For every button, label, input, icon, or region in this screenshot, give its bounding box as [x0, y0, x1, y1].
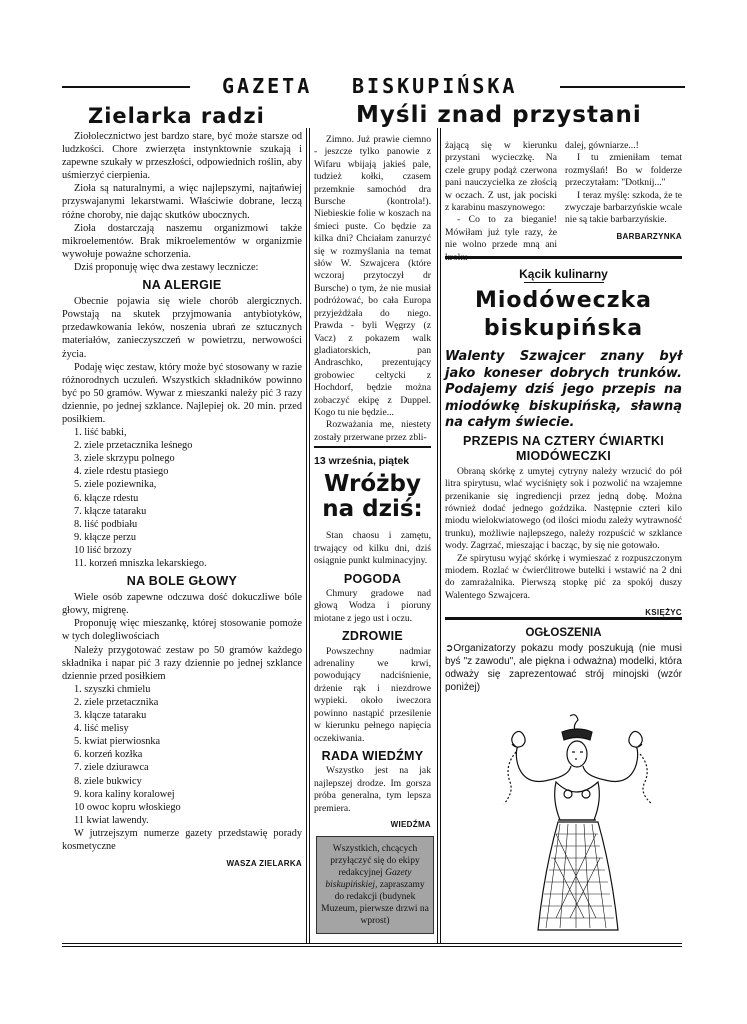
list-item: 6. korzeń kozłka [74, 749, 143, 761]
recruitment-text-2: zapraszamy do redakcji (budynek Muzeum, pierwsze drzwi na wprost) [321, 880, 429, 926]
zielarka-list-alergie [62, 426, 302, 570]
wrozby-title [314, 472, 431, 522]
ogloszenia-text [445, 642, 682, 694]
wrozby-pogoda: Chmury gradowe nad głową Wodza i pioruny miotane z jego ust i oczu. [314, 588, 431, 624]
divider-left [306, 128, 307, 943]
mysli-para: żającą się w kierunku przystani wycieczkę. Na czele grupy podąż czerwona pani nauczycielka ze złością w oczach. Z ust, jak pociski z karabinu maszynowego: [445, 140, 557, 214]
footer-rule-1 [62, 943, 682, 944]
mysli-title: Myśli znad przystani [356, 102, 642, 128]
kacik-label-underline [524, 282, 604, 283]
ogloszenia-body: Organizatorzy pokazu mody poszukują (nie musi byś "z zawodu", ale piękna i odważna) modelki, która odważy się zaprezentować strój minojski (wzór poniżej) [445, 643, 682, 694]
arrow-icon: ➲ [445, 643, 454, 655]
ogloszenia-title: OGŁOSZENIA [525, 627, 602, 639]
kacik-title-line1: Miodóweczka [475, 288, 652, 314]
minoan-goddess-illustration [470, 712, 680, 937]
mysli-para: I teraz myślę: szkoda, że te zwyczaje barbarzyńskie wcale nie są takie barbarzyńskie. [565, 189, 682, 226]
wrozby-signature: WIEDŹMA [390, 819, 431, 829]
masthead-word-biskupinska: BISKUPIŃSKA [352, 74, 518, 98]
kacik-title [445, 287, 682, 343]
wrozby-intro: Stan chaosu i zamętu, trwający od kilku dni, dziś osiągnie punkt kulminacyjny. [314, 530, 431, 567]
wrozby-heading-rada: RADA WIEDŹMY [321, 748, 424, 763]
wrozby-title-line1: Wróżby [324, 471, 421, 498]
zielarka-para: Obecnie pojawia się wiele chorób alergicznych. Powstają na skutek przyjmowania antybiotyków, przedawkowania leków, noszenia ubrań ze sztucznych materiałów, zanieczyszczeń w powietrzu, nerwowości życia. [62, 296, 302, 360]
zielarka-para: Zioła są naturalnymi, a więc najlepszymi, najtańwiej przyswajanymi lekarstwami. Właściwie dobrane, leczą różne choroby, nie dając skutków ubocznych. [62, 183, 302, 221]
footer-rule-2 [62, 946, 682, 947]
wrozby-column [314, 455, 431, 831]
zielarka-para: Dziś proponuję więc dwa zestawy lecznicze: [74, 261, 259, 273]
zielarka-para: Podaję więc zestaw, który może być stosowany w razie różnorodnych uczuleń. Wszystkich składników powinno być po 50 gramów. Wywar z mieszanki należy pić 3 razy dziennie, po jednej szklance. Najlepiej ok. 20 min. przed posiłkiem. [62, 361, 302, 425]
ogloszenia-column [445, 627, 682, 694]
kacik-subhead-1: PRZEPIS NA CZTERY ĆWIARTKI [462, 433, 665, 448]
recruitment-text-1: Wszystkich, chcących przyłączyć się do ekipy redakcyjnej [330, 844, 420, 878]
list-item: 10 owoc kopru włoskiego [74, 801, 181, 813]
mysli-para: - Co to za bieganie! Mówiłam już tyle razy, że nie wolno przede mną ani [445, 214, 557, 251]
list-item: 10 liść brzozy [74, 544, 132, 556]
kacik-signature: KSIĘŻYC [645, 608, 682, 618]
zielarka-para: Zioła dostarczają naszemu organizmowi także mikroelementów. Brak mikroelementów w organizmie wywołuje poważne schorzenia. [62, 222, 302, 260]
list-item: 1. liść babki, [74, 427, 127, 439]
mysli-para: I tu zmieniłam temat rozmyślań! Bo w folderze przeczytałam: "Dotknij..." [565, 152, 682, 189]
kacik-para: Obraną skórkę z umytej cytryny należy wrzucić do pół litra spirytusu, wlać wyciśnięty sok i pozwolić na wzajemne przenikanie się ingrediencji przez jedną dobę. Można również dodać jednego goździka. Następnie czteri kilo miodu wielokwiatowego (od ilości miodu zależy wytrawność trunku), możliwie najlepszego, należy rozpuścić w szklance wody. Zagrzać, mieszając i bacząc, by się nie gotowało. [445, 465, 682, 552]
kacik-para: Ze spirytusu wyjąć skórkę i wymieszać z rozpuszczonym miodem. Rozlać w ćwierćlitrowe butelki i wstawić na 2 dni do zamrażalnika. Pierwszą stopkę pić za spokój duszy Walentego Szwajcera. [445, 552, 682, 601]
kacik-lead: Walenty Szwajcer znany był jako koneser dobrych trunków. Podajemy dziś jego przepis na miodówkę biskupińską, sławną na całym świecie. [445, 349, 682, 431]
list-item: 9. kłącze perzu [74, 531, 137, 543]
divider-mid-2 [440, 128, 441, 943]
zielarka-para: Ziołolecznictwo jest bardzo stare, być może starsze od ludzkości. Chore zwierzęta instynktownie szukają i zapewne szukały w przeszłości, odpowiednich roślin, aby uśmierzyć cierpienia. [62, 131, 302, 182]
masthead [0, 74, 747, 100]
wrozby-dateline: 13 września, piątek [314, 455, 410, 467]
mysli-column-2 [445, 140, 557, 264]
mysli-para: Rozważania me, niestety zostały przerwane przez zbli- [314, 419, 431, 443]
mysli-column-3 [565, 140, 682, 243]
recruitment-text-italic: Gazety biskupińskiej, [325, 868, 412, 890]
wrozby-rada: Wszystko jest na jak najlepszej drodze. Im gorsza próba generalna, tym lepsza premiera. [314, 765, 431, 814]
list-item: 4. liść melisy [74, 723, 129, 735]
masthead-word-gazeta: GAZETA [222, 74, 313, 98]
ogloszenia-top-rule [445, 617, 682, 620]
mysli-para: dalej, gówniarze...! [565, 140, 639, 151]
kacik-top-rule [445, 256, 682, 259]
list-item: 4. ziele rdestu ptasiego [74, 466, 169, 478]
zielarka-para: Wiele osób zapewne odczuwa dość dokuczliwe bóle głowy, migrenę. [62, 592, 302, 617]
zielarka-signature: WASZA ZIELARKA [226, 859, 302, 869]
kacik-label: Kącik kulinarny [519, 267, 608, 281]
mysli-para: Zimno. Już prawie ciemno - jeszcze tylko panowie z Wifaru wbijają jakieś pale, tudzież kołki, czasem przemknie samochód dra Bursche (kontrola!). Niebieskie folie w koszach na śmieci puste. Co będzie za kilka dni? Chciałam zanurzyć się w rozmyślania na temat słów W. Szwajcera (które wczoraj przytoczył dr Bursche) o tym, że nie musiał podróżować, bo cała Europa przyjeżdżała do niego. Prawda - byli Węgrzy (z Vacz) z pokazem walk gladiatorskich, pan Andraschko, prezentujący grobowiec celtycki z Hochdorf, będzie można zobaczyć ekipę z Duppel. Kogo tu nie będzie... [314, 134, 431, 418]
wrozby-zdrowie: Powszechny nadmiar adrenaliny we krwi, powodujący nadciśnienie, drżenie rąk i niezdrowe wypieki. około iweczora powinno nastąpić przesilenie w kierunku pełnego napięcia oczekiwania. [314, 645, 431, 744]
zielarka-para: Należy przygotować zestaw po 50 gramów każdego składnika i napar pić 3 razy dziennie po jednej szklance dziennie przed posiłkiem [62, 644, 302, 682]
mysli-column-1 [314, 134, 431, 444]
list-item: 3. ziele skrzypu polnego [74, 453, 175, 465]
list-item: 8. ziele bukwicy [74, 775, 142, 787]
list-item: 3. kłącze tataraku [74, 710, 147, 722]
list-item: 7. kłącze tataraku [74, 505, 147, 517]
list-item: 5. kwiat pierwiosnka [74, 736, 161, 748]
zielarka-column [62, 130, 302, 870]
wrozby-top-rule [314, 446, 431, 448]
list-item: 2. ziele przetacznika leśnego [74, 440, 193, 452]
list-item: 2. ziele przetacznika [74, 696, 159, 708]
wrozby-heading-pogoda: POGODA [343, 571, 402, 586]
list-item: 11. korzeń mniszka lekarskiego. [74, 558, 207, 569]
divider-mid [437, 128, 438, 943]
mysli-signature: BARBARZYNKA [616, 231, 682, 241]
zielarka-para: Proponuję więc mieszankę, której stosowanie pomoże w tych dolegliwościach [62, 618, 302, 643]
list-item: 7. ziele dziurawca [74, 762, 149, 774]
list-item: 8. liść podbiału [74, 518, 138, 530]
list-item: 11 kwiat lawendy. [74, 814, 149, 826]
recruitment-box [316, 836, 434, 934]
zielarka-list-bole [62, 683, 302, 827]
kacik-subhead-2: MIODÓWECZKI [516, 448, 611, 463]
zielarka-heading-bole: NA BOLE GŁOWY [126, 574, 238, 589]
list-item: 1. szyszki chmielu [74, 683, 151, 695]
wrozby-title-line2: na dziś: [322, 496, 423, 523]
list-item: 9. kora kaliny koralowej [74, 788, 175, 800]
wrozby-heading-zdrowie: ZDROWIE [341, 629, 404, 644]
zielarka-closing: W jutrzejszym numerze gazety przedstawię porady kosmetyczne [62, 827, 302, 852]
zielarka-heading-alergie: NA ALERGIE [142, 278, 222, 293]
kacik-title-line2: biskupińska [483, 316, 644, 342]
kacik-column [445, 268, 682, 619]
divider-left-2 [309, 128, 310, 943]
zielarka-title: Zielarka radzi [88, 104, 265, 128]
list-item: 5. ziele poziewnika, [74, 479, 157, 491]
list-item: 6. kłącze rdestu [74, 492, 139, 504]
